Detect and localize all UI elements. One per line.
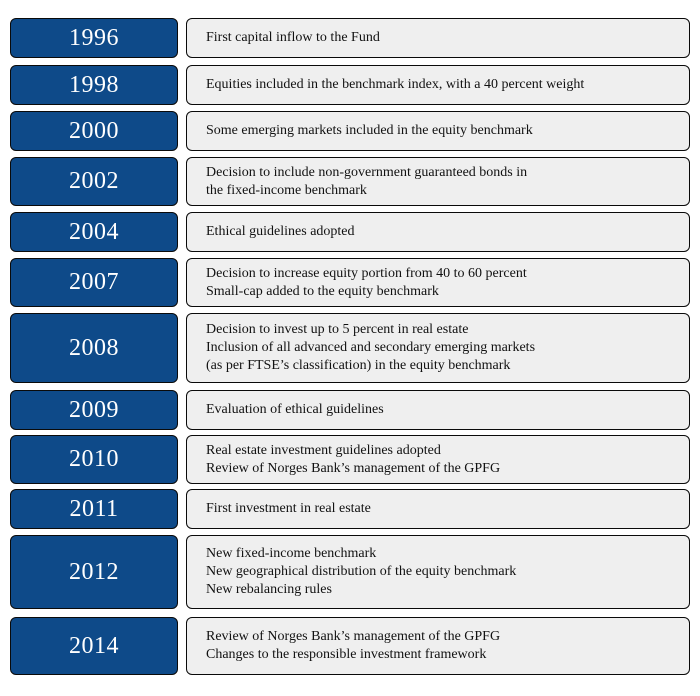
event-description (186, 617, 690, 675)
timeline-row-2008 (10, 313, 690, 383)
event-description (186, 18, 690, 58)
year-label: 2008 (10, 313, 178, 383)
event-line: Evaluation of ethical guidelines (206, 402, 384, 417)
event-description (186, 157, 690, 206)
timeline-row-1998 (10, 65, 690, 105)
event-description (186, 258, 690, 307)
timeline-row-2009 (10, 390, 690, 430)
event-description (186, 313, 690, 383)
event-line: Some emerging markets included in the equity benchmark (206, 123, 533, 138)
event-description (186, 489, 690, 529)
timeline-row-2002 (10, 157, 690, 206)
event-line: New fixed-income benchmark (206, 546, 377, 561)
event-line: New geographical distribution of the equity benchmark (206, 564, 517, 579)
year-label: 2009 (10, 390, 178, 430)
event-description (186, 435, 690, 484)
event-line: Decision to include non-government guaranteed bonds in (206, 164, 528, 180)
event-description (186, 65, 690, 105)
event-line: New rebalancing rules (206, 582, 332, 597)
event-description (186, 212, 690, 252)
year-label: 2011 (10, 489, 178, 529)
event-description (186, 111, 690, 151)
event-line: Inclusion of all advanced and secondary emerging markets (206, 340, 536, 355)
timeline-row-2007 (10, 258, 690, 307)
timeline-row-2000 (10, 111, 690, 151)
event-line: the fixed-income benchmark (206, 182, 367, 198)
year-label: 2000 (10, 111, 178, 151)
year-label: 1998 (10, 65, 178, 105)
timeline-row-2012 (10, 535, 690, 609)
event-line: Review of Norges Bank’s management of the GPFG (206, 460, 501, 476)
year-label: 2012 (10, 535, 178, 609)
timeline-row-1996 (10, 18, 690, 58)
year-label: 2004 (10, 212, 178, 252)
year-label: 2007 (10, 258, 178, 307)
event-line: Changes to the responsible investment framework (206, 647, 487, 662)
year-label: 2002 (10, 157, 178, 206)
timeline-row-2004 (10, 212, 690, 252)
event-description (186, 390, 690, 430)
event-line: Review of Norges Bank’s management of the GPFG (206, 629, 501, 644)
event-line: First capital inflow to the Fund (206, 30, 380, 45)
timeline-row-2010 (10, 435, 690, 484)
timeline-row-2014 (10, 617, 690, 675)
event-line: First investment in real estate (206, 501, 371, 516)
event-line: Decision to increase equity portion from 40 to 60 percent (206, 265, 527, 281)
event-line: Real estate investment guidelines adopted (206, 442, 441, 458)
event-line: Ethical guidelines adopted (206, 224, 355, 239)
timeline-row-2011 (10, 489, 690, 529)
event-line: Small-cap added to the equity benchmark (206, 283, 439, 299)
year-label: 2014 (10, 617, 178, 675)
event-line: Equities included in the benchmark index, with a 40 percent weight (206, 77, 585, 92)
event-line: Decision to invest up to 5 percent in real estate (206, 322, 469, 337)
year-label: 2010 (10, 435, 178, 484)
event-line: (as per FTSE’s classification) in the equity benchmark (206, 358, 511, 373)
event-description (186, 535, 690, 609)
year-label: 1996 (10, 18, 178, 58)
